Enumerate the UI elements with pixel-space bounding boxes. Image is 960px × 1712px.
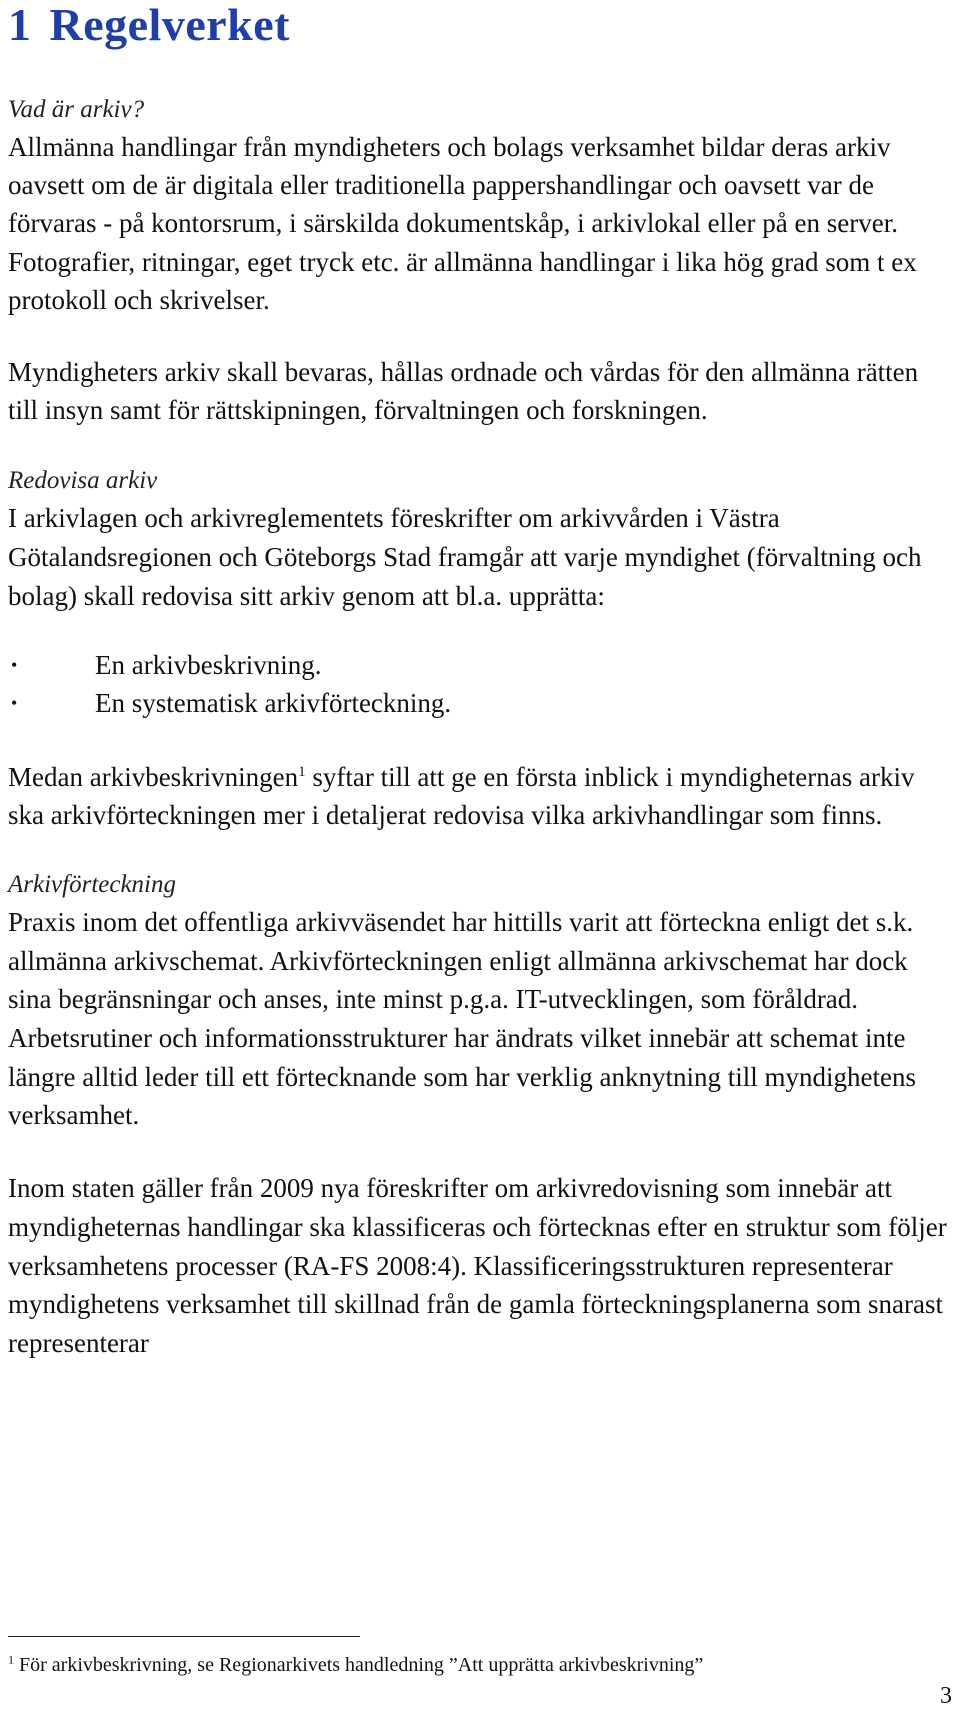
bullet-list bbox=[8, 646, 953, 722]
section-redovisa-arkiv bbox=[8, 463, 953, 835]
bullet-icon: • bbox=[11, 654, 18, 675]
chapter-heading bbox=[8, 0, 953, 48]
section-arkivforteckning bbox=[8, 867, 953, 1363]
subheading-vad-ar-arkiv: Vad är arkiv? bbox=[8, 96, 145, 123]
paragraph-medan-arkivbeskrivningen: Medan arkivbeskrivningen$^1$ syftar till att ge en första inblick i myndigheternas arkiv ska arkivförteckningen mer i detaljerat redovisa vilka arkivhandlingar som finns. bbox=[8, 761, 915, 831]
chapter-title: Regelverket bbox=[49, 0, 290, 50]
paragraph-praxis: Praxis inom det offentliga arkivväsendet har hittills varit att förteckna enligt det s.k. allmänna arkivschemat. Arkivförteckningen enligt allmänna arkivschemat har dock sina begränsningar och anses, inte minst p.g.a. IT-utvecklingen, som föråldrad. Arbetsrutiner och informationsstrukturer har ändrats vilket innebär att schemat inte längre alltid leder till ett förtecknande som har verklig anknytning till myndighetens verksamhet. bbox=[8, 906, 917, 1131]
bullet-icon: • bbox=[11, 692, 18, 713]
paragraph-inom-staten: Inom staten gäller från 2009 nya föreskrifter om arkivredovisning som innebär att myndigheternas handlingar ska klassificeras och förtecknas efter en struktur som följer verksamhetens processer (RA-FS 2008:4). Klassificeringsstrukturen representerar myndighetens verksamhet till skillnad från de gamla förteckningsplanerna som snarast representerar bbox=[8, 1173, 947, 1358]
section-vad-ar-arkiv bbox=[8, 92, 953, 429]
subheading-arkivforteckning: Arkivförteckning bbox=[8, 870, 176, 898]
list-item: • En arkivbeskrivning. bbox=[8, 646, 953, 684]
paragraph-myndigheters-arkiv: Myndigheters arkiv skall bevaras, hållas ordnade och vårdas för den allmänna rätten till insyn samt för rättskipningen, förvaltningen och forskningen. bbox=[8, 357, 919, 426]
footnote-text: För arkivbeskrivning, se Regionarkivets handledning ”Att upprätta arkivbeskrivning” bbox=[14, 1654, 704, 1676]
footnote bbox=[8, 1653, 703, 1677]
page-number: 3 bbox=[940, 1683, 952, 1709]
subheading-redovisa-arkiv: Redovisa arkiv bbox=[8, 467, 158, 495]
chapter-number: 1 bbox=[8, 0, 32, 50]
footnote-separator bbox=[8, 1636, 360, 1637]
paragraph-arkivlagen: I arkivlagen och arkivreglementets föreskrifter om arkivvården i Västra Götalandsregionen och Göteborgs Stad framgår att varje myndighet (förvaltning och bolag) skall redovisa sitt arkiv genom att bl.a. upprätta: bbox=[8, 503, 922, 611]
list-item: • En systematisk arkivförteckning. bbox=[8, 684, 953, 722]
footnote-reference[interactable]: 1 bbox=[298, 763, 306, 780]
document-page bbox=[8, 0, 953, 1363]
paragraph-allmanna-handlingar: Allmänna handlingar från myndigheters och bolags verksamhet bildar deras arkiv oavsett om de är digitala eller traditionella pappershandlingar och oavsett var de förvaras - på kontorsrum, i särskilda dokumentskåp, i arkivlokal eller på en server. Fotografier, ritningar, eget tryck etc. är allmänna handlingar i lika hög grad som t ex protokoll och skrivelser. bbox=[8, 132, 917, 315]
footnote-marker: 1 bbox=[8, 1652, 14, 1667]
